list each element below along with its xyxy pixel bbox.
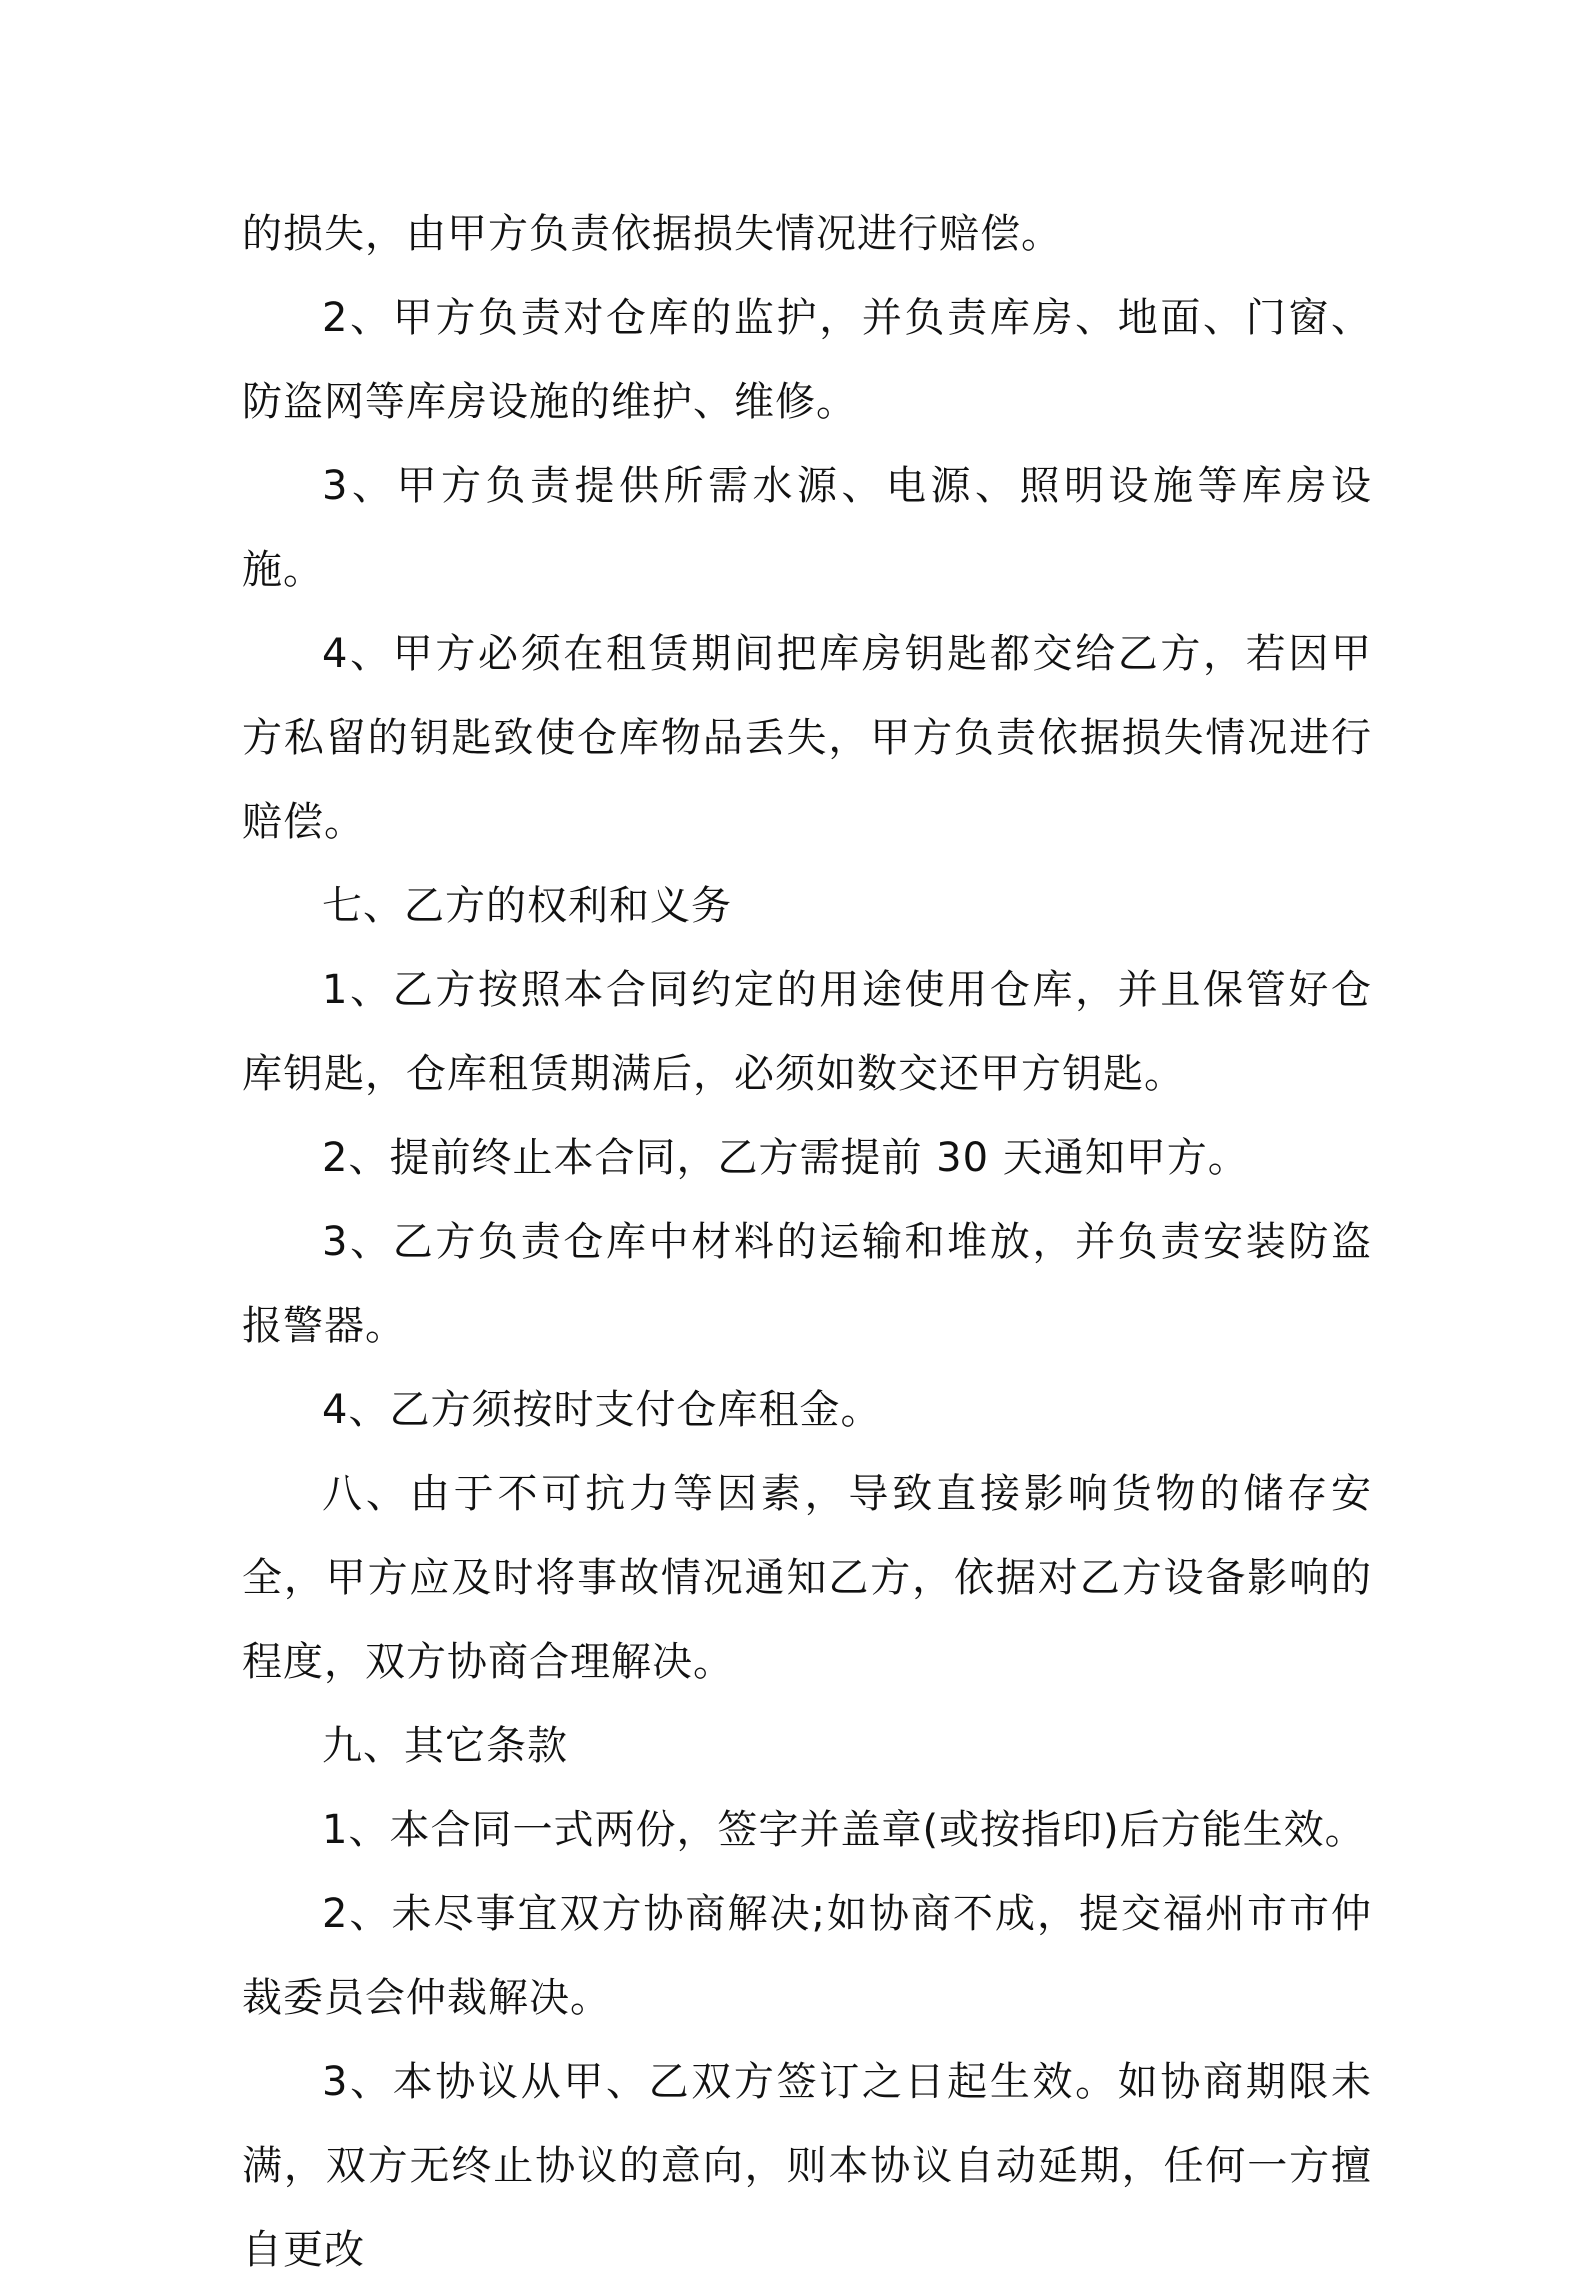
- clause-9-2: 2、未尽事宜双方协商解决;如协商不成，提交福州市市仲裁委员会仲裁解决。: [242, 1891, 1372, 2021]
- clause-7-3: 3、乙方负责仓库中材料的运输和堆放，并负责安装防盗报警器。: [242, 1219, 1372, 1349]
- clause-7-2: 2、提前终止本合同，乙方需提前 30 天通知甲方。: [322, 1135, 1249, 1181]
- document-body: [242, 192, 1372, 2292]
- section-8-paragraph: 八、由于不可抗力等因素，导致直接影响货物的储存安全，甲方应及时将事故情况通知乙方，依据对乙方设备影响的程度，双方协商合理解决。: [242, 1471, 1372, 1685]
- clause-6-4: 4、甲方必须在租赁期间把库房钥匙都交给乙方，若因甲方私留的钥匙致使仓库物品丢失，甲方负责依据损失情况进行赔偿。: [242, 631, 1372, 845]
- section-heading-7: 七、乙方的权利和义务: [322, 883, 732, 929]
- clause-7-4: 4、乙方须按时支付仓库租金。: [322, 1387, 882, 1433]
- clause-6-2: 2、甲方负责对仓库的监护，并负责库房、地面、门窗、防盗网等库房设施的维护、维修。: [242, 295, 1372, 425]
- clause-9-1: 1、本合同一式两份，签字并盖章(或按指印)后方能生效。: [322, 1807, 1366, 1853]
- clause-6-3: 3、甲方负责提供所需水源、电源、照明设施等库房设施。: [242, 463, 1372, 593]
- clause-7-1: 1、乙方按照本合同约定的用途使用仓库，并且保管好仓库钥匙，仓库租赁期满后，必须如数交还甲方钥匙。: [242, 967, 1372, 1097]
- section-heading-9: 九、其它条款: [322, 1723, 568, 1769]
- clause-9-3: 3、本协议从甲、乙双方签订之日起生效。如协商期限未满，双方无终止协议的意向，则本协议自动延期，任何一方擅自更改: [242, 2059, 1372, 2273]
- paragraph-continuation: 的损失，由甲方负责依据损失情况进行赔偿。: [242, 211, 1062, 257]
